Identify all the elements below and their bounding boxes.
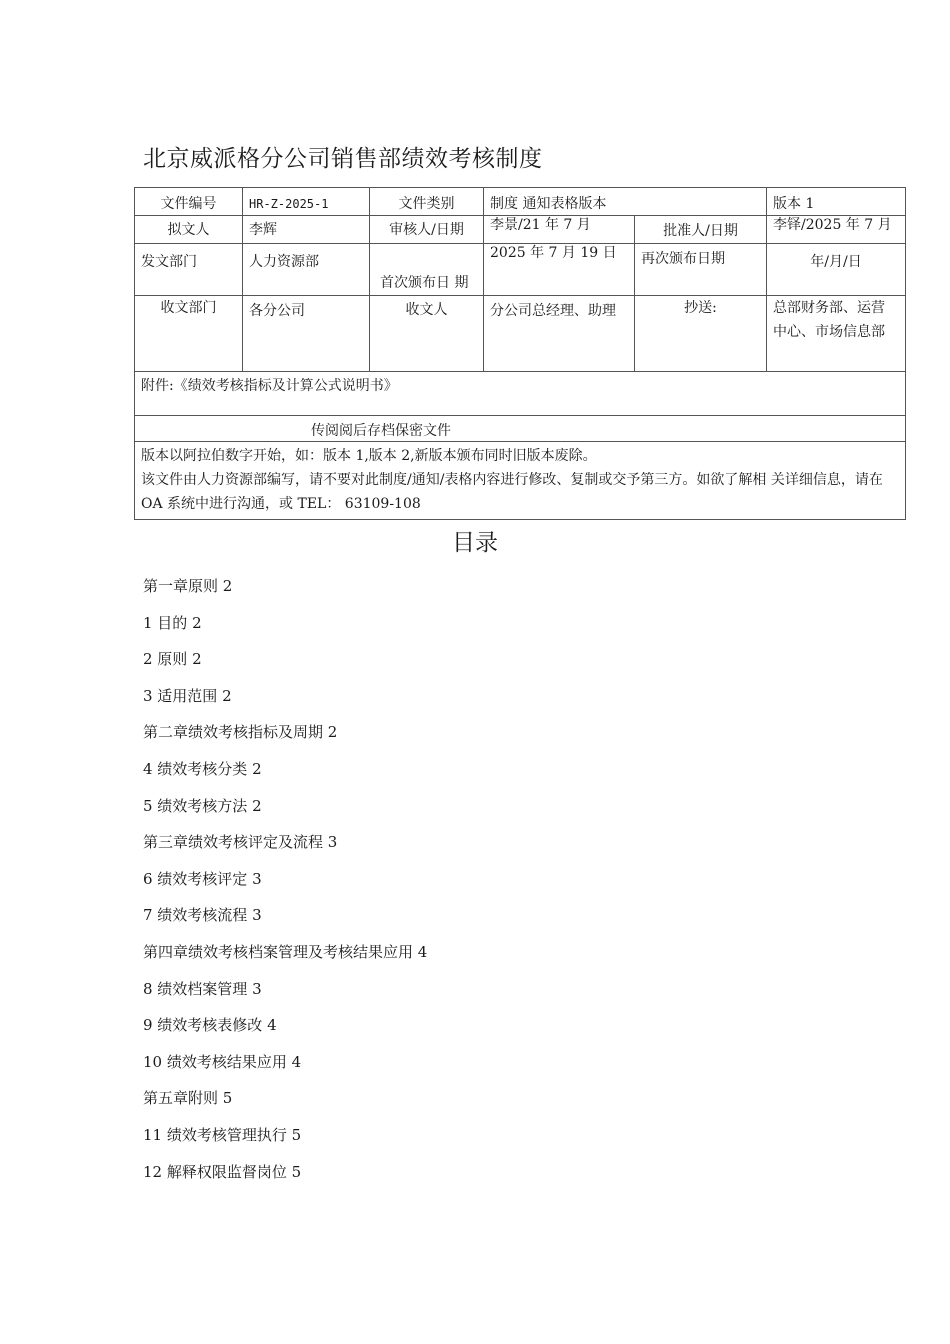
category-value: 制度 通知表格版本 — [484, 188, 767, 216]
toc-item[interactable]: 3 适用范围 2 — [143, 686, 232, 705]
reviewer-value: 李景/21 年 7 月 — [484, 216, 635, 244]
doc-no-value: HR-Z-2025-1 — [243, 188, 370, 216]
circulation-line: 传阅阅后存档保密文件 — [135, 416, 906, 442]
label-receiving-dept: 收文部门 — [135, 296, 243, 372]
toc-item[interactable]: 7 绩效考核流程 3 — [143, 906, 262, 925]
label-doc-no: 文件编号 — [135, 188, 243, 216]
label-cc: 抄送: — [635, 296, 767, 372]
label-reviewer: 审核人/日期 — [370, 216, 484, 244]
toc-item[interactable]: 第五章附则 5 — [143, 1089, 233, 1108]
toc-item[interactable]: 1 目的 2 — [143, 613, 202, 632]
toc-item[interactable]: 6 绩效考核评定 3 — [143, 869, 262, 888]
label-approver: 批准人/日期 — [635, 216, 767, 244]
version-value: 版本 1 — [767, 188, 906, 216]
issuing-dept-value: 人力资源部 — [243, 244, 370, 296]
toc-item[interactable]: 10 绩效考核结果应用 4 — [143, 1052, 302, 1071]
document-title: 北京威派格分公司销售部绩效考核制度 — [143, 146, 543, 172]
note-version: 版本以阿拉伯数字开始，如：版本 1,版本 2,新版本颁布同时旧版本废除。 — [141, 448, 597, 464]
attachment-line: 附件:《绩效考核指标及计算公式说明书》 — [135, 372, 906, 416]
toc-item[interactable]: 第一章原则 2 — [143, 577, 233, 595]
cc-value: 总部财务部、运营中心、市场信息部 — [767, 296, 906, 372]
note-confidential: 该文件由人力资源部编写，请不要对此制度/通知/表格内容进行修改、复制或交予第三方。如欲了解相 关详细信息，请在 OA 系统中进行沟通，或 TEL： 63109-108 — [141, 472, 883, 512]
label-category: 文件类别 — [370, 188, 484, 216]
toc-item[interactable]: 5 绩效考核方法 2 — [143, 796, 262, 815]
document-info-table — [134, 187, 906, 520]
recipient-value: 分公司总经理、助理 — [484, 296, 635, 372]
toc-item[interactable]: 2 原则 2 — [143, 650, 202, 669]
toc-item[interactable]: 第四章绩效考核档案管理及考核结果应用 4 — [143, 942, 428, 961]
receiving-dept-value: 各分公司 — [243, 296, 370, 372]
first-issue-date-value: 2025 年 7 月 19 日 — [484, 244, 635, 296]
toc-title: 目录 — [452, 530, 498, 556]
label-first-issue: 首次颁布日 期 — [370, 244, 484, 296]
approver-value: 李铎/2025 年 7 月 — [767, 216, 906, 244]
toc-item[interactable]: 12 解释权限监督岗位 5 — [143, 1162, 302, 1181]
label-reissue: 再次颁布日期 — [635, 244, 767, 296]
toc-item[interactable]: 4 绩效考核分类 2 — [143, 759, 262, 778]
label-recipient: 收文人 — [370, 296, 484, 372]
notes-cell — [135, 442, 906, 520]
toc-item[interactable]: 第二章绩效考核指标及周期 2 — [143, 723, 338, 742]
label-issuing-dept: 发文部门 — [135, 244, 243, 296]
table-of-contents — [143, 572, 427, 1194]
label-drafter: 拟文人 — [135, 216, 243, 244]
toc-item[interactable]: 9 绩效考核表修改 4 — [143, 1016, 277, 1035]
reissue-date-value: 年/月/日 — [767, 244, 906, 296]
toc-item[interactable]: 11 绩效考核管理执行 5 — [143, 1125, 302, 1144]
toc-item[interactable]: 第三章绩效考核评定及流程 3 — [143, 833, 338, 852]
toc-item[interactable]: 8 绩效档案管理 3 — [143, 979, 262, 998]
drafter-value: 李辉 — [243, 216, 370, 244]
